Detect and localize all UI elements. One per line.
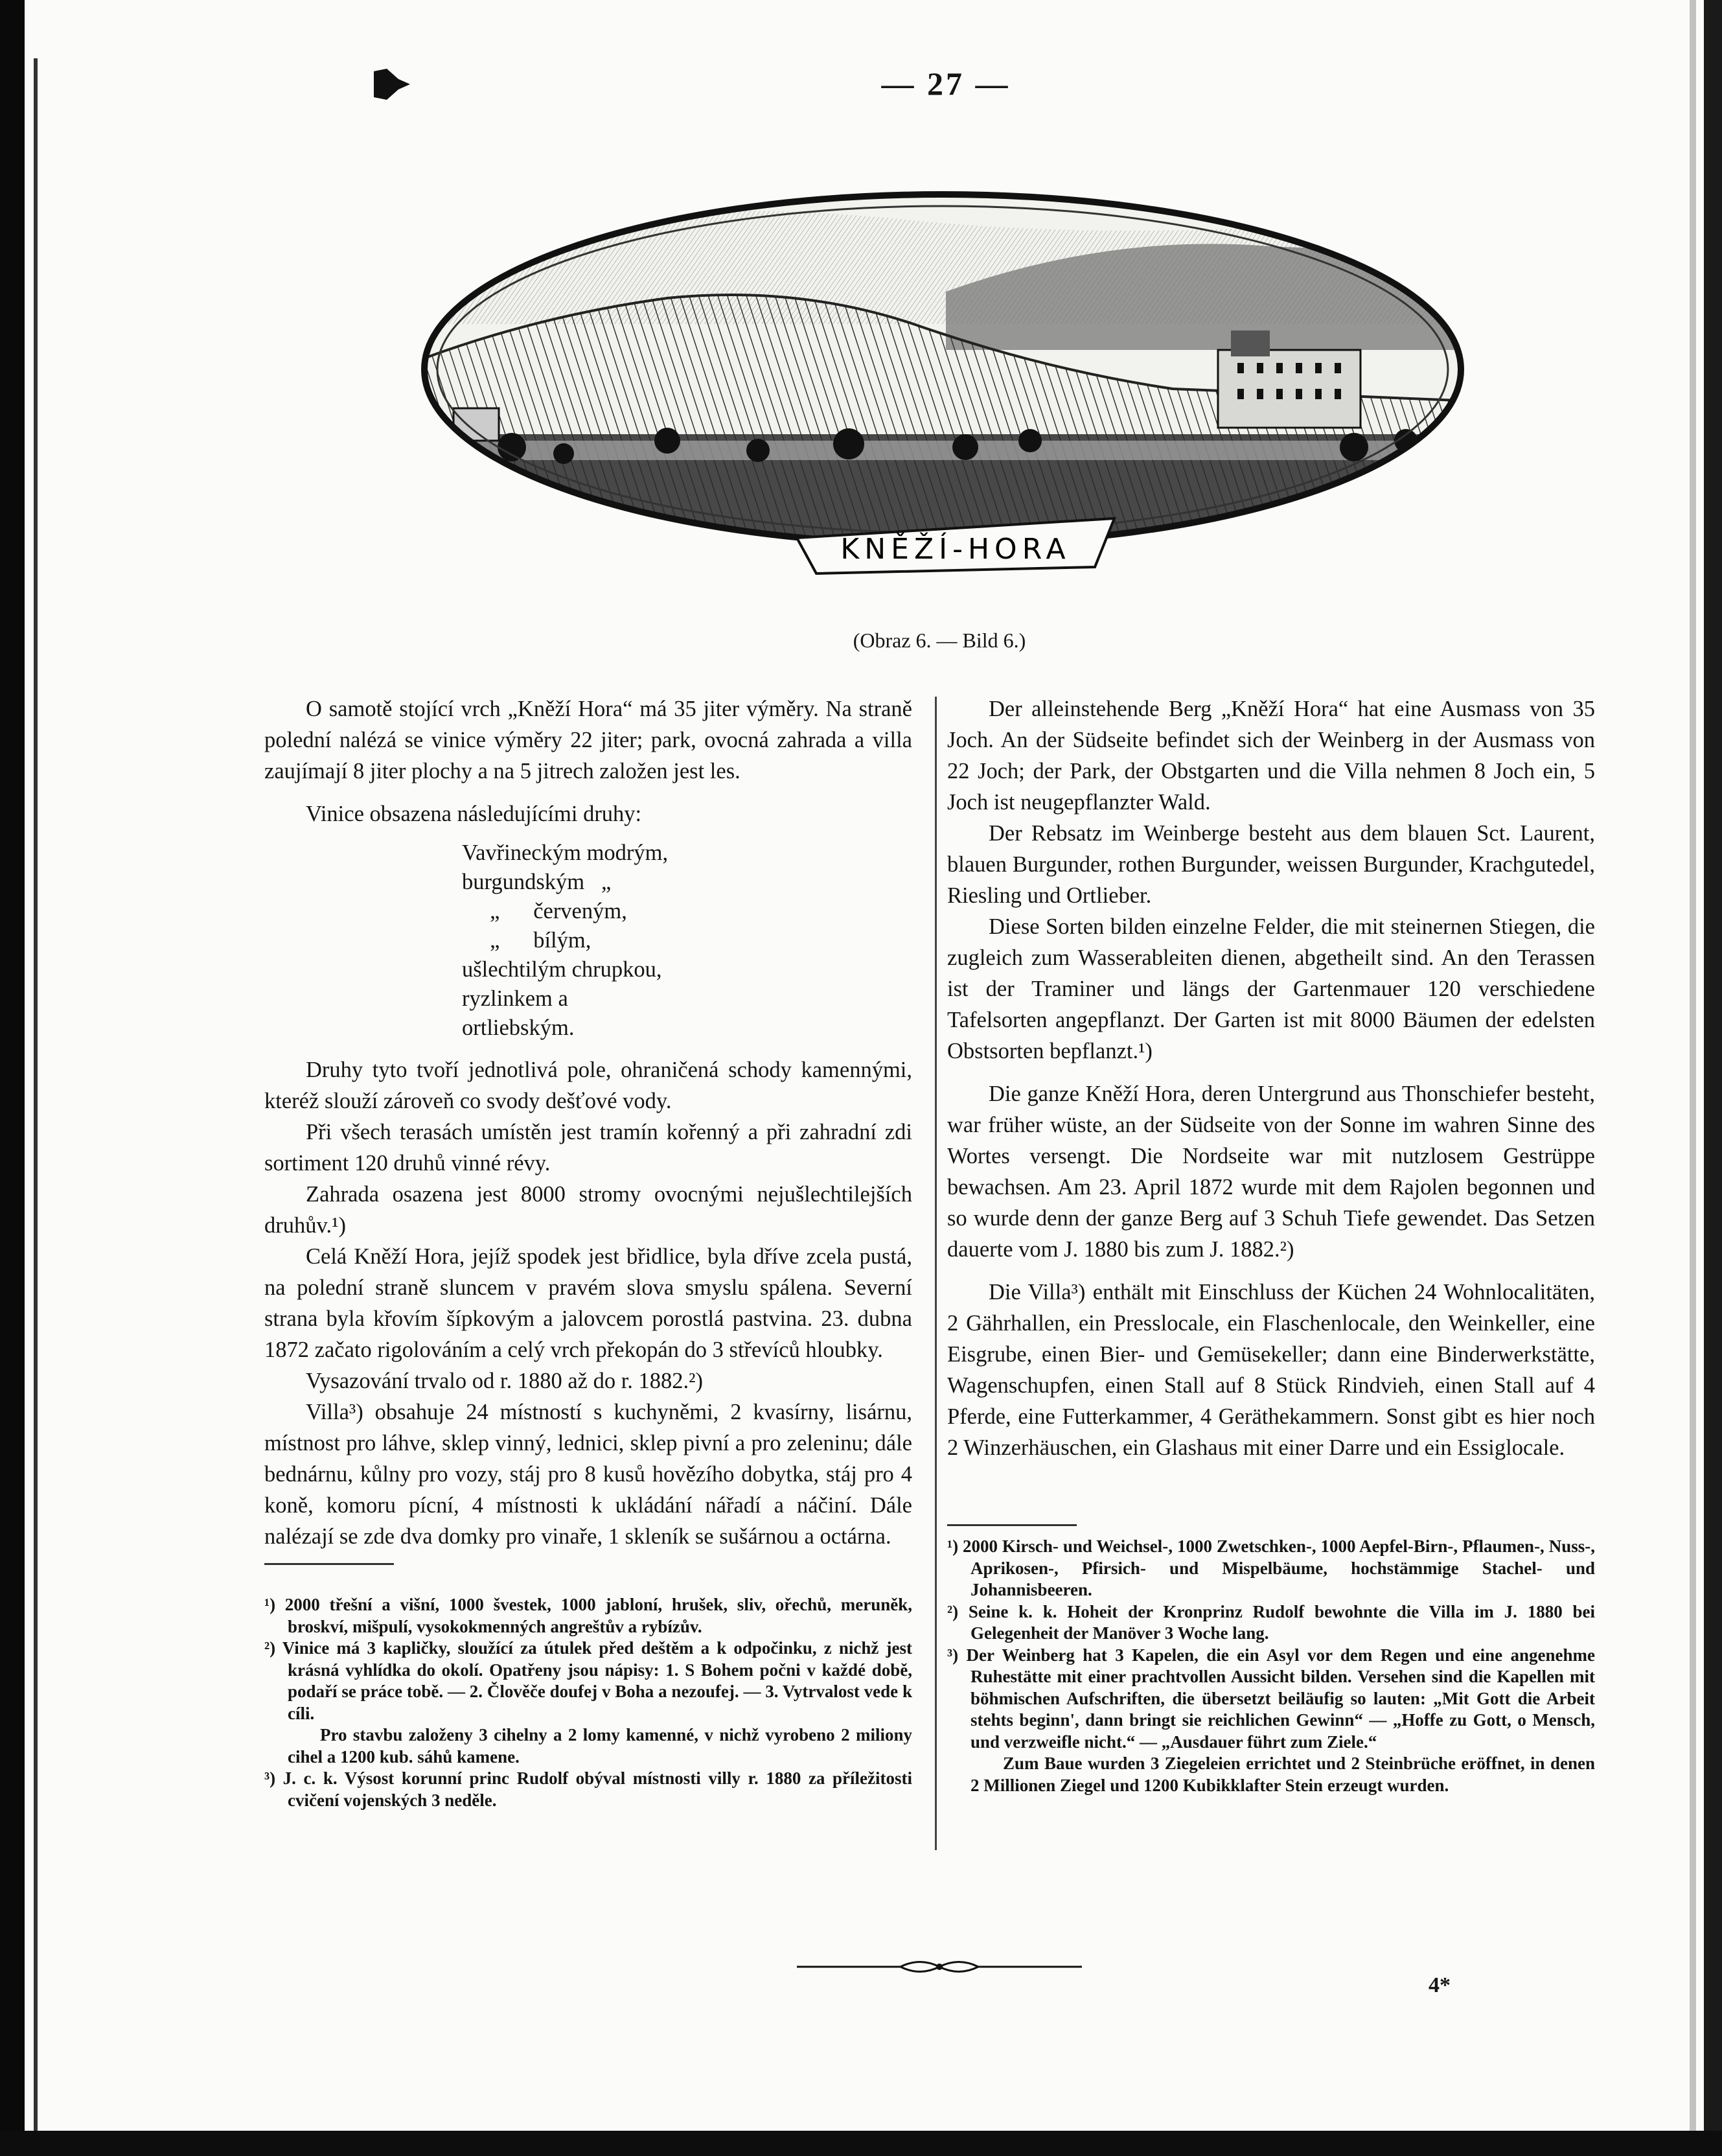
signature-mark: 4* — [1429, 1973, 1451, 1997]
figure-caption: (Obraz 6. — Bild 6.) — [853, 629, 1026, 652]
footnote-1: ¹) 2000 třešní a višní, 1000 švestek, 1000 jabloní, hrušek, sliv, ořechů, meruněk, broskví, mišpulí, vysokokmenných angreštův a rybízův. — [264, 1595, 912, 1636]
footnote-rule — [947, 1524, 1077, 1526]
czech-paragraph-2: Vinice obsazena následujícími druhy: — [306, 802, 642, 826]
german-paragraph-2: Der Rebsatz im Weinberge besteht aus dem blauen Sct. Laurent, blauen Burgunder, rothen Burgunder, weissen Burgunder, Krachgutedel, Riesling und Ortlieber. — [947, 821, 1595, 908]
czech-column — [264, 693, 912, 1552]
scan-edge-left — [0, 0, 25, 2156]
hand-pointer-icon — [373, 65, 411, 104]
czech-paragraph-1: O samotě stojící vrch „Kněží Hora“ má 35 jiter výměry. Na straně polední nalézá se vinice výměry 22 jiter; park, ovocná zahrada a villa zaujímají 8 jiter plochy a na 5 jitrech založen jest les. — [264, 697, 912, 783]
variety-item: burgundským „ — [462, 870, 612, 894]
footnote-1: ¹) 2000 Kirsch- und Weichsel-, 1000 Zwetschken-, 1000 Aepfel-Birn-, Pflaumen-, Nuss-, Aprikosen-, Pfirsich- und Mispelbäume, hochstämmige Stachel- und Johannisbeeren. — [947, 1536, 1595, 1599]
variety-list — [462, 839, 912, 1043]
variety-item: ortliebským. — [462, 1015, 575, 1040]
czech-paragraph-7: Vysazování trvalo od r. 1880 až do r. 1882.²) — [306, 1369, 704, 1393]
footnote-3: ³) Der Weinberg hat 3 Kapelen, die ein Asyl vor dem Regen und eine angenehme Ruhestätte mit einer prachtvollen Aussicht bilden. Versehen sind die Kapellen mit böhmischen Aufschriften, die übersetzt beiläufig so lauten: „Mit Gott die Arbeit stehts beginn', dann bringt sie reichlichen Gewinn“ — „Hoffe zu Gott, o Mensch, und verzweifle nicht.“ — „Ausdauer führt zum Ziele.“ — [947, 1645, 1595, 1752]
scan-edge-right — [1704, 0, 1722, 2156]
variety-item: Vavřineckým modrým, — [462, 840, 669, 865]
footnote-3-continuation: Zum Baue wurden 3 Ziegeleien errichtet und 2 Steinbrüche eröffnet, in denen 2 Millionen Ziegel und 1200 Kubikklafter Stein erzeugt wurden. — [970, 1754, 1595, 1795]
ornament-divider-icon — [797, 1954, 1082, 1980]
german-paragraph-3: Diese Sorten bilden einzelne Felder, die mit steinernen Stiegen, die zugleich zum Wasserableiten dienen, abgetheilt sind. An den Terassen ist der Traminer und längs der Gartenmauer 120 verschiedene Tafelsorten angepflanzt. Der Garten ist mit 8000 Bäumen der edelsten Obstsorten bepflanzt.¹) — [947, 914, 1595, 1063]
variety-item: „ bílým, — [462, 928, 591, 953]
kněží-hora-engraving — [395, 156, 1490, 596]
column-divider — [935, 697, 937, 1850]
scan-edge-left-line — [34, 58, 38, 2156]
footnote-2: ²) Seine k. k. Hoheit der Kronprinz Rudolf bewohnte die Villa im J. 1880 bei Gelegenheit der Manöver 3 Woche lang. — [947, 1601, 1595, 1643]
page-number: — 27 — — [881, 65, 1011, 102]
german-paragraph-5: Die Villa³) enthält mit Einschluss der Küchen 24 Wohnlocalitäten, 2 Gährhallen, ein Presslocale, ein Flaschenlocale, den Weinkeller, eine Eisgrube, einen Bier- und Gemüsekeller; dann eine Binderwerkstätte, Wagenschupfen, einen Stall auf 8 Stück Rindvieh, einen Stall auf 4 Pferde, eine Futterkammer, 4 Geräthekammern. Sonst gibt es hier noch 2 Winzerhäuschen, ein Glashaus mit einer Darre und ein Essiglocale. — [947, 1280, 1595, 1460]
german-paragraph-1: Der alleinstehende Berg „Kněží Hora“ hat eine Ausmass von 35 Joch. An der Südseite befindet sich der Weinberg in der Ausmass von 22 Joch; der Park, der Obstgarten und die Villa nehmen 8 Joch ein, 5 Joch ist neugepflanzter Wald. — [947, 697, 1595, 815]
czech-paragraph-6: Celá Kněží Hora, jejíž spodek jest břidlice, byla dříve zcela pustá, na polední straně sluncem v pravém slova smyslu spálena. Severní strana byla křovím šípkovým a jalovcem porostlá pastvina. 23. dubna 1872 začato rigolováním a celý vrch překopán do 3 střevíců hloubky. — [264, 1244, 912, 1362]
variety-item: ušlechtilým chrupkou, — [462, 957, 662, 982]
czech-paragraph-4: Při všech terasách umístěn jest tramín kořenný a při zahradní zdi sortiment 120 druhů vinné révy. — [264, 1120, 912, 1176]
scan-edge-bottom — [0, 2131, 1722, 2156]
czech-paragraph-3: Druhy tyto tvoří jednotlivá pole, ohraničená schody kamennými, kteréž slouží zároveň co svody dešťové vody. — [264, 1058, 912, 1113]
footnote-2: ²) Vinice má 3 kapličky, sloužící za útulek před deštěm a k odpočinku, z nichž jest krásná vyhlídka do okolí. Opatřeny jsou nápisy: 1. S Bohem počni v každé době, podaří se práce tobě. — 2. Člověče doufej v Boha a nezoufej. — 3. Vytrvalost vede k cíli. — [264, 1638, 912, 1723]
czech-footnotes — [264, 1594, 912, 1811]
variety-item: „ červeným, — [462, 899, 627, 923]
german-column — [947, 693, 1595, 1463]
czech-paragraph-8: Villa³) obsahuje 24 místností s kuchyněmi, 2 kvasírny, lisárnu, místnost pro láhve, sklep vinný, lednici, sklep pivní a pro zeleninu; dále bednárnu, kůlny pro vozy, stáj pro 8 kusů hovězího dobytka, stáj pro 4 koně, komoru pícní, 4 místnosti k ukládání nářadí a náčiní. Dále nalézají se zde dva domky pro vinaře, 1 skleník se sušárnou a octárna. — [264, 1400, 912, 1549]
scan-edge-right-shadow — [1690, 0, 1696, 2156]
footnote-3: ³) J. c. k. Výsost korunní princ Rudolf obýval místnosti villy r. 1880 za příležitosti cvičení vojenských 3 neděle. — [264, 1768, 912, 1810]
footnote-2-continuation: Pro stavbu založeny 3 cihelny a 2 lomy kamenné, v nichž vyrobeno 2 miliony cihel a 1200 kub. sáhů kamene. — [288, 1725, 912, 1767]
illustration-banner-text: KNĚŽÍ-HORA — [840, 533, 1071, 566]
german-paragraph-4: Die ganze Kněží Hora, deren Untergrund aus Thonschiefer besteht, war früher wüste, an der Südseite von der Sonne im wahren Sinne des Wortes versengt. Die Nordseite war mit nutzlosem Gestrüppe bewachsen. Am 23. April 1872 wurde mit dem Rajolen begonnen und so wurde denn der ganze Berg auf 3 Schuh Tiefe gewendet. Das Setzen dauerte vom J. 1880 bis zum J. 1882.²) — [947, 1082, 1595, 1262]
czech-paragraph-5: Zahrada osazena jest 8000 stromy ovocnými nejušlechtilejších druhův.¹) — [264, 1182, 912, 1238]
footnote-rule — [264, 1563, 394, 1565]
variety-item: ryzlinkem a — [462, 986, 568, 1011]
german-footnotes — [947, 1536, 1595, 1796]
